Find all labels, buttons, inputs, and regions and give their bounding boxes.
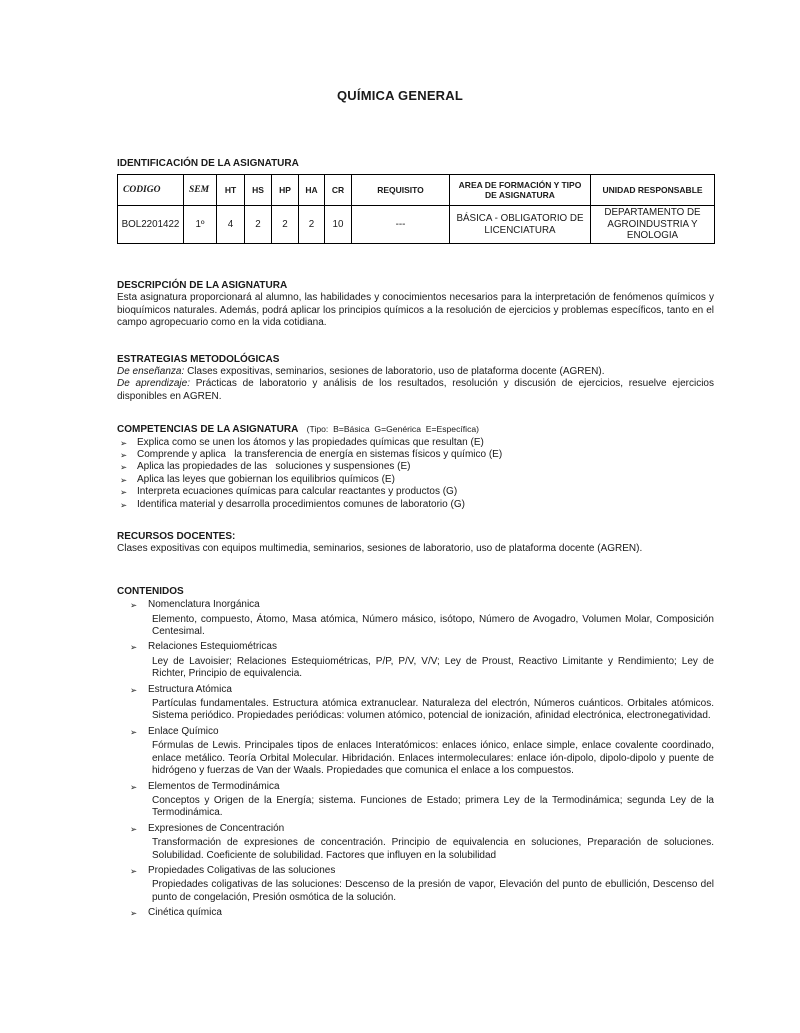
contenido-title: Relaciones Estequiométricas xyxy=(148,641,277,653)
arrow-bullet-icon: ➢ xyxy=(130,823,138,834)
competencias-list xyxy=(117,437,714,511)
col-header-hp: HP xyxy=(272,175,299,206)
arrow-bullet-icon: ➢ xyxy=(130,684,138,695)
contenido-title: Nomenclatura Inorgánica xyxy=(148,599,260,611)
section-identificacion xyxy=(117,158,714,244)
contenido-title: Propiedades Coligativas de las soluciones xyxy=(148,864,336,876)
contenido-title: Cinética química xyxy=(148,907,222,919)
list-item xyxy=(117,499,714,511)
contenido-desc: Elemento, compuesto, Átomo, Masa atómica, Número másico, isótopo, Número de Avogadro, Volumen Molar, Composición Centesimal. xyxy=(152,613,714,638)
estrategia-aprendizaje-label: De aprendizaje: xyxy=(117,378,190,390)
contenido-desc: Partículas fundamentales. Estructura atómica extranuclear. Naturaleza del electrón, Números cuánticos. Orbitales atómicos. Sistema periódico. Propiedades periódicas: volumen atómico, potencial de ionización, afinidad electrónica, electronegatividad. xyxy=(152,698,714,722)
list-item xyxy=(117,461,714,473)
list-item xyxy=(117,726,714,778)
col-header-ht: HT xyxy=(217,175,245,206)
identificacion-heading: IDENTIFICACIÓN DE LA ASIGNATURA xyxy=(117,158,299,169)
cell-requisito: --- xyxy=(352,206,450,244)
list-item xyxy=(117,684,714,723)
cell-area-formacion: BÁSICA - OBLIGATORIO DE LICENCIATURA xyxy=(450,206,591,244)
arrow-bullet-icon: ➢ xyxy=(130,781,138,792)
contenidos-heading: CONTENIDOS xyxy=(117,585,184,597)
estrategia-ensenanza-label: De enseñanza: xyxy=(117,365,185,377)
competencia-text: Identifica material y desarrolla procedimientos comunes de laboratorio (G) xyxy=(137,498,465,510)
list-item xyxy=(117,781,714,820)
contenido-desc: Transformación de expresiones de concentración. Principio de equivalencia en soluciones, Preparación de soluciones. Solubilidad. Coeficiente de solubilidad. Factores que influyen en la solubilidad xyxy=(152,837,714,861)
estrategia-ensenanza xyxy=(117,366,714,378)
page-title: QUÍMICA GENERAL xyxy=(336,88,464,103)
document-content xyxy=(117,158,714,920)
contenido-title: Estructura Atómica xyxy=(148,683,232,695)
col-header-cr: CR xyxy=(325,175,352,206)
list-item xyxy=(117,599,714,638)
col-header-unidad-responsable: UNIDAD RESPONSABLE xyxy=(591,175,715,206)
arrow-bullet-icon: ➢ xyxy=(130,600,138,611)
table-row xyxy=(118,206,715,244)
cell-ha: 2 xyxy=(299,206,325,244)
list-item xyxy=(117,449,714,461)
contenido-title: Enlace Químico xyxy=(148,725,219,737)
competencias-tipo-note: (Tipo: B=Básica G=Genérica E=Específica) xyxy=(306,424,480,435)
col-header-codigo: CODIGO xyxy=(118,175,184,206)
competencia-text: Interpreta ecuaciones químicas para calcular reactantes y productos (G) xyxy=(137,486,458,498)
arrow-bullet-icon: ➢ xyxy=(120,474,128,485)
cell-cr: 10 xyxy=(325,206,352,244)
estrategia-aprendizaje-text: Prácticas de laboratorio y análisis de los resultados, resolución y discusión de ejercicios, resuelve ejercicios disponibles en AGREN. xyxy=(117,378,714,402)
col-header-ha: HA xyxy=(299,175,325,206)
estrategias-heading: ESTRATEGIAS METODOLÓGICAS xyxy=(117,353,280,365)
competencia-text: Aplica las leyes que gobiernan los equilibrios químicos (E) xyxy=(137,473,395,485)
list-item xyxy=(117,823,714,862)
descripcion-heading: DESCRIPCIÓN DE LA ASIGNATURA xyxy=(117,279,288,291)
identificacion-table xyxy=(117,174,715,244)
estrategia-aprendizaje xyxy=(117,378,714,403)
cell-unidad-responsable: DEPARTAMENTO DE AGROINDUSTRIA Y ENOLOGIA xyxy=(591,206,715,244)
cell-hs: 2 xyxy=(245,206,272,244)
section-descripcion xyxy=(117,280,714,330)
cell-codigo: BOL2201422 xyxy=(118,206,184,244)
contenido-title: Expresiones de Concentración xyxy=(148,822,285,834)
list-item xyxy=(117,437,714,449)
section-competencias xyxy=(117,423,714,511)
competencias-heading xyxy=(117,423,714,436)
recursos-heading: RECURSOS DOCENTES: xyxy=(117,531,236,542)
list-item xyxy=(117,907,714,919)
competencia-text: Explica como se unen los átomos y las propiedades químicas que resultan (E) xyxy=(137,436,484,448)
col-header-hs: HS xyxy=(245,175,272,206)
section-estrategias xyxy=(117,354,714,404)
arrow-bullet-icon: ➢ xyxy=(120,487,128,498)
arrow-bullet-icon: ➢ xyxy=(120,449,128,460)
col-header-requisito: REQUISITO xyxy=(352,175,450,206)
competencia-text: Aplica las propiedades de las soluciones y suspensiones (E) xyxy=(137,461,411,473)
col-header-area-formacion: AREA DE FORMACIÓN Y TIPO DE ASIGNATURA xyxy=(450,175,591,206)
contenido-desc: Propiedades coligativas de las soluciones: Descenso de la presión de vapor, Elevación del punto de ebullición, Descenso del punto de congelación, Presión osmótica de la solución. xyxy=(152,879,714,903)
arrow-bullet-icon: ➢ xyxy=(130,642,138,653)
competencia-text: Comprende y aplica la transferencia de energía en sistemas físicos y químico (E) xyxy=(137,448,503,460)
contenido-title: Elementos de Termodinámica xyxy=(148,780,280,792)
arrow-bullet-icon: ➢ xyxy=(120,462,128,473)
contenidos-list xyxy=(117,599,714,919)
contenido-desc: Conceptos y Origen de la Energía; sistema. Funciones de Estado; primera Ley de la Termodinámica; segunda Ley de la Termodinámica. xyxy=(152,794,714,819)
col-header-sem: SEM xyxy=(184,175,217,206)
section-contenidos xyxy=(117,586,714,920)
list-item xyxy=(117,865,714,904)
estrategia-ensenanza-text: Clases expositivas, seminarios, sesiones de laboratorio, uso de plataforma docente (AGREN). xyxy=(187,365,605,377)
arrow-bullet-icon: ➢ xyxy=(130,726,138,737)
list-item xyxy=(117,641,714,680)
table-header-row xyxy=(118,175,715,206)
section-recursos xyxy=(117,531,714,556)
contenido-desc: Ley de Lavoisier; Relaciones Estequiométricas, P/P, P/V, V/V; Ley de Proust, Reactivo Limitante y Rendimiento; Ley de Richter, Principio de equivalencia. xyxy=(152,655,714,680)
descripcion-body: Esta asignatura proporcionará al alumno, las habilidades y conocimientos necesarios para la interpretación de fenómenos químicos y bioquímicos naturales. Además, podrá aplicar los principios químicos a la resolución de ejercicios y problemas específicos, tanto en el campo agropecuario como en la vida cotidiana. xyxy=(117,292,714,329)
list-item xyxy=(117,474,714,486)
arrow-bullet-icon: ➢ xyxy=(120,499,128,510)
recursos-body: Clases expositivas con equipos multimedia, seminarios, sesiones de laboratorio, uso de plataforma docente (AGREN). xyxy=(117,543,643,555)
arrow-bullet-icon: ➢ xyxy=(120,437,128,448)
arrow-bullet-icon: ➢ xyxy=(130,908,138,919)
contenido-desc: Fórmulas de Lewis. Principales tipos de enlaces Interatómicos: enlaces iónico, enlace simple, enlace covalente coordinado, enlace metálico. Teoría Orbital Molecular. Hibridación. Enlaces intermoleculares: enlace ión-dipolo, dipolo-dipolo y puente de hidrógeno y fuerzas de Van der Waals. Propiedades que comunica el enlace a los compuestos. xyxy=(152,740,714,777)
cell-ht: 4 xyxy=(217,206,245,244)
competencias-heading-text: COMPETENCIAS DE LA ASIGNATURA xyxy=(117,424,299,436)
arrow-bullet-icon: ➢ xyxy=(130,865,138,876)
cell-hp: 2 xyxy=(272,206,299,244)
cell-sem: 1º xyxy=(184,206,217,244)
list-item xyxy=(117,486,714,498)
